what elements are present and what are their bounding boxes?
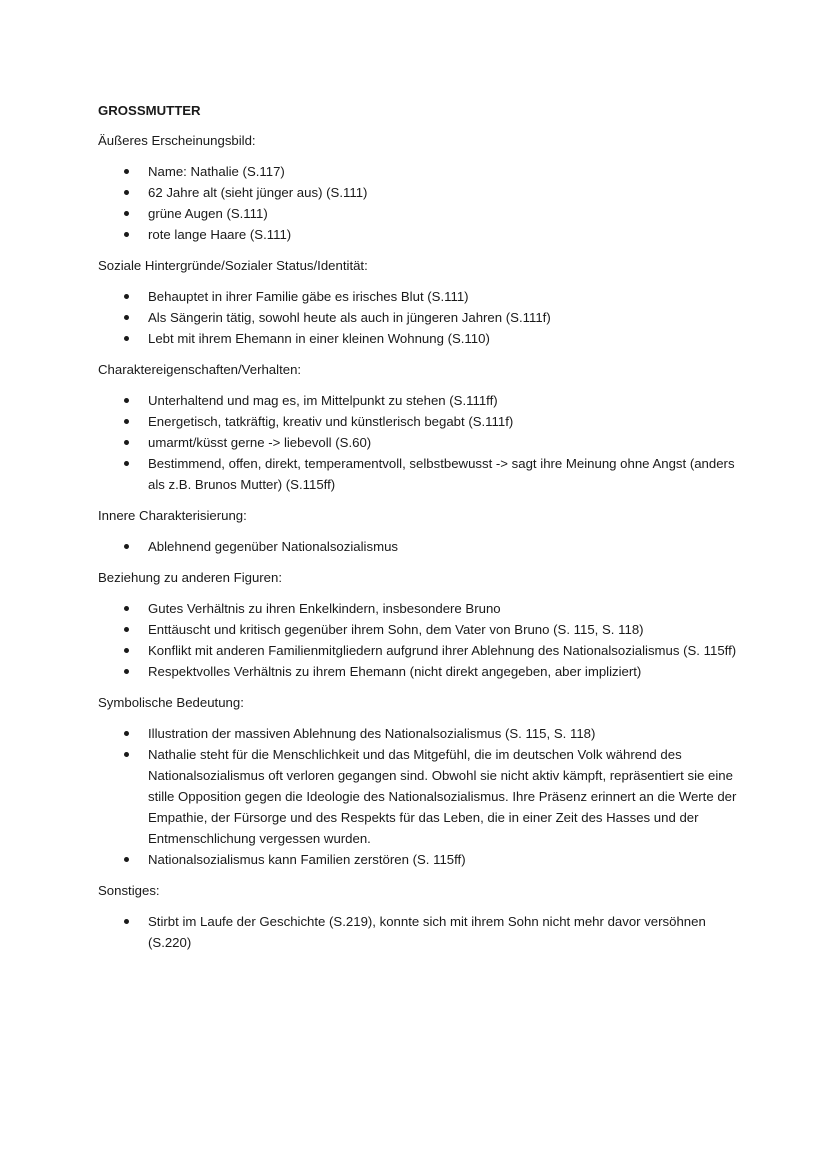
list-item <box>98 286 738 307</box>
document-page <box>98 100 738 963</box>
bullet-icon <box>124 627 129 632</box>
list-item-text: Nationalsozialismus kann Familien zerstören (S. 115ff) <box>148 852 466 867</box>
list-item <box>98 432 738 453</box>
bullet-icon <box>124 731 129 736</box>
section-heading: Sonstiges: <box>98 883 160 898</box>
list-item <box>98 723 738 744</box>
list-item-text: 62 Jahre alt (sieht jünger aus) (S.111) <box>148 185 368 200</box>
bullet-list <box>98 598 738 682</box>
list-item <box>98 307 738 328</box>
list-item-text: Unterhaltend und mag es, im Mittelpunkt zu stehen (S.111ff) <box>148 393 498 408</box>
list-item-text: grüne Augen (S.111) <box>148 206 268 221</box>
bullet-list <box>98 161 738 245</box>
list-item-text: rote lange Haare (S.111) <box>148 227 292 242</box>
list-item <box>98 161 738 182</box>
list-item-text: Behauptet in ihrer Familie gäbe es irisches Blut (S.111) <box>148 289 469 304</box>
list-item <box>98 661 738 682</box>
list-item <box>98 536 738 557</box>
bullet-list <box>98 911 738 953</box>
bullet-list <box>98 390 738 495</box>
bullet-icon <box>124 336 129 341</box>
list-item-text: umarmt/küsst gerne -> liebevoll (S.60) <box>148 435 372 450</box>
bullet-list <box>98 723 738 870</box>
bullet-list <box>98 286 738 349</box>
list-item-text: Energetisch, tatkräftig, kreativ und künstlerisch begabt (S.111f) <box>148 414 514 429</box>
list-item <box>98 182 738 203</box>
bullet-icon <box>124 461 129 466</box>
list-item-text: Nathalie steht für die Menschlichkeit und das Mitgefühl, die im deutschen Volk während des Nationalsozialismus oft verloren gegangen sind. Obwohl sie nicht aktiv kämpft, repräsentiert sie eine stille Opposition gegen die Ideologie des Nationalsozialismus. Ihre Präsenz erinnert an die Werte der Empathie, der Fürsorge und des Respekts für das Leben, die in einer Zeit des Hasses und der Entmenschlichung vergessen wurden. <box>148 747 737 846</box>
list-item <box>98 224 738 245</box>
bullet-icon <box>124 169 129 174</box>
list-item <box>98 598 738 619</box>
list-item-text: Illustration der massiven Ablehnung des Nationalsozialismus (S. 115, S. 118) <box>148 726 596 741</box>
bullet-icon <box>124 315 129 320</box>
list-item <box>98 744 738 849</box>
bullet-icon <box>124 232 129 237</box>
list-item-text: Ablehnend gegenüber Nationalsozialismus <box>148 539 398 554</box>
list-item-text: Name: Nathalie (S.117) <box>148 164 285 179</box>
list-item-text: Gutes Verhältnis zu ihren Enkelkindern, insbesondere Bruno <box>148 601 501 616</box>
list-item-text: Lebt mit ihrem Ehemann in einer kleinen Wohnung (S.110) <box>148 331 490 346</box>
section-heading: Symbolische Bedeutung: <box>98 695 244 710</box>
bullet-icon <box>124 419 129 424</box>
list-item <box>98 411 738 432</box>
bullet-icon <box>124 398 129 403</box>
list-item-text: Konflikt mit anderen Familienmitgliedern aufgrund ihrer Ablehnung des Nationalsozialismus (S. 115ff) <box>148 643 737 658</box>
bullet-icon <box>124 544 129 549</box>
bullet-icon <box>124 648 129 653</box>
bullet-list <box>98 536 738 557</box>
bullet-icon <box>124 857 129 862</box>
bullet-icon <box>124 190 129 195</box>
list-item <box>98 203 738 224</box>
document-title: GROSSMUTTER <box>98 103 201 118</box>
list-item <box>98 619 738 640</box>
list-item-text: Bestimmend, offen, direkt, temperamentvoll, selbstbewusst -> sagt ihre Meinung ohne Angst (anders als z.B. Brunos Mutter) (S.115ff) <box>148 456 735 492</box>
bullet-icon <box>124 440 129 445</box>
list-item <box>98 328 738 349</box>
list-item-text: Als Sängerin tätig, sowohl heute als auch in jüngeren Jahren (S.111f) <box>148 310 551 325</box>
bullet-icon <box>124 669 129 674</box>
bullet-icon <box>124 752 129 757</box>
list-item <box>98 453 738 495</box>
bullet-icon <box>124 919 129 924</box>
list-item-text: Respektvolles Verhältnis zu ihrem Ehemann (nicht direkt angegeben, aber impliziert) <box>148 664 642 679</box>
list-item-text: Stirbt im Laufe der Geschichte (S.219), konnte sich mit ihrem Sohn nicht mehr davor versöhnen (S.220) <box>148 914 706 950</box>
list-item-text: Enttäuscht und kritisch gegenüber ihrem Sohn, dem Vater von Bruno (S. 115, S. 118) <box>148 622 644 637</box>
bullet-icon <box>124 294 129 299</box>
section-heading: Innere Charakterisierung: <box>98 508 247 523</box>
bullet-icon <box>124 606 129 611</box>
list-item <box>98 640 738 661</box>
list-item <box>98 849 738 870</box>
section-heading: Charaktereigenschaften/Verhalten: <box>98 362 302 377</box>
section-heading: Soziale Hintergründe/Sozialer Status/Identität: <box>98 258 368 273</box>
list-item <box>98 390 738 411</box>
sections-container <box>98 130 738 953</box>
section-heading: Beziehung zu anderen Figuren: <box>98 570 283 585</box>
list-item <box>98 911 738 953</box>
section-heading: Äußeres Erscheinungsbild: <box>98 133 256 148</box>
bullet-icon <box>124 211 129 216</box>
